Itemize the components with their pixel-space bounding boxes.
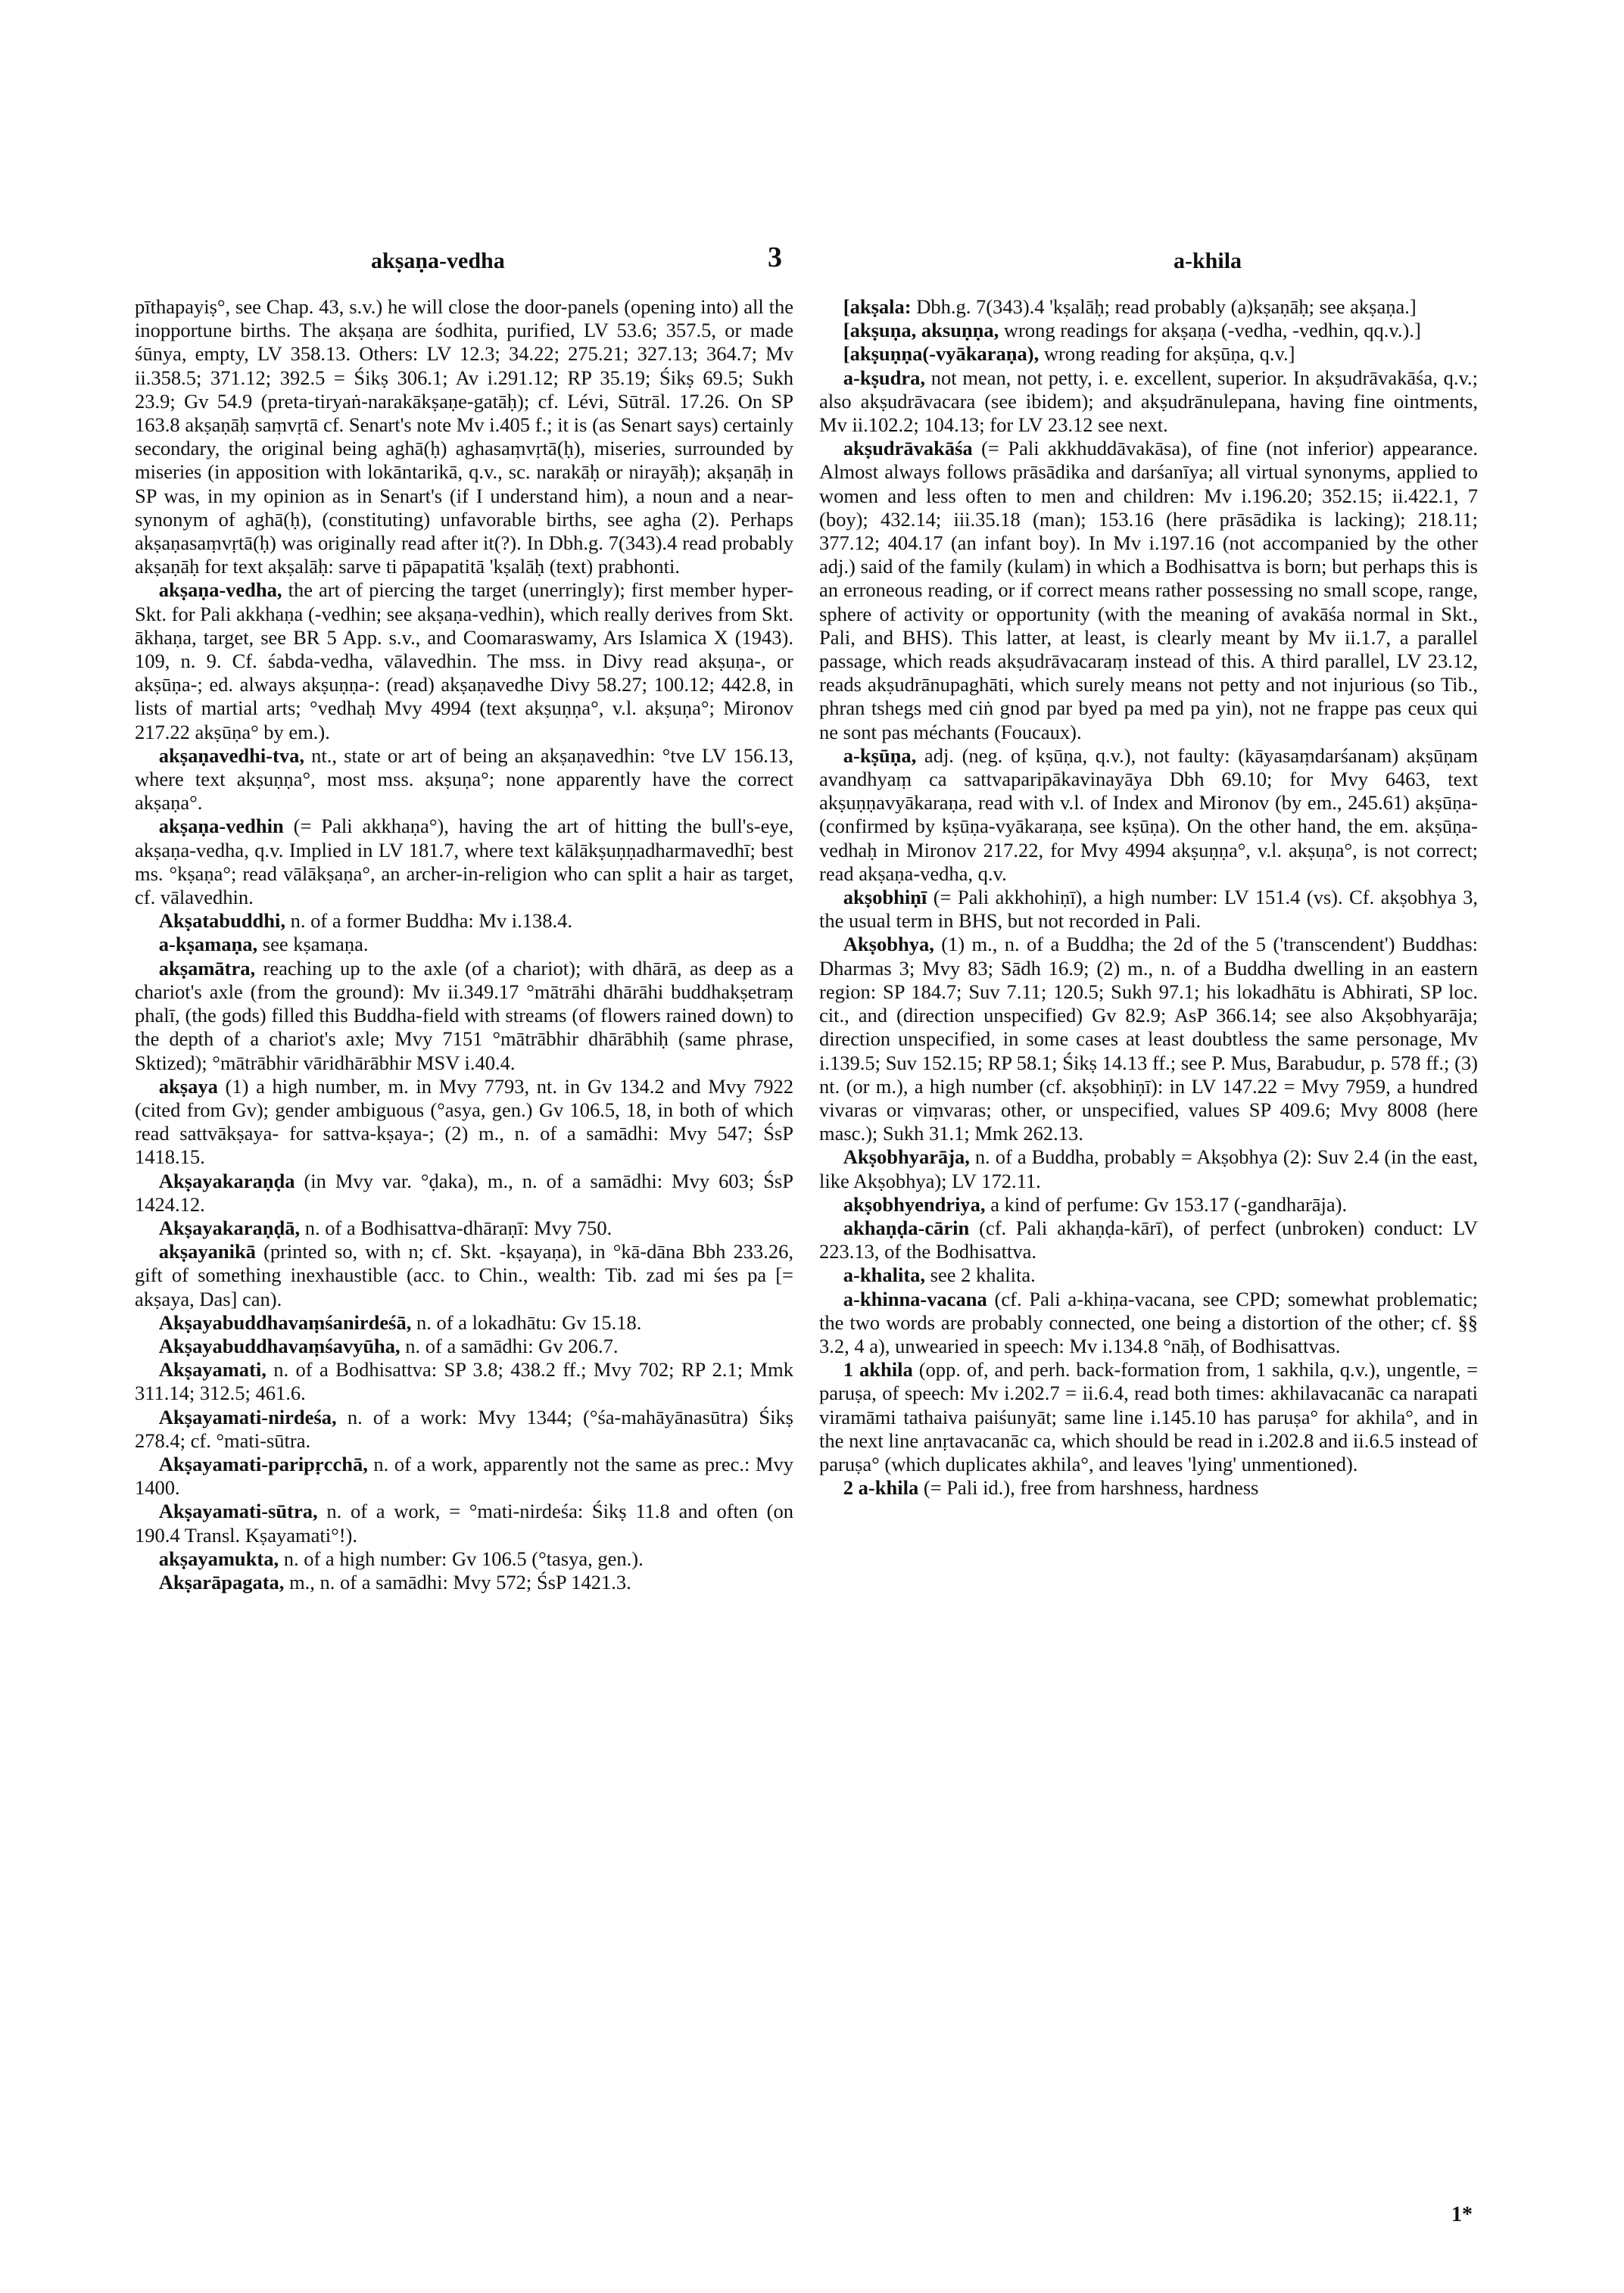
entry-text: (= Pali akkhaṇa°), having the art of hitting the bull's-eye, akṣaṇa-vedha, q.v. Implied in LV 181.7, where text kālākṣuṇṇadharmavedhī; best ms. °kṣaṇa°; read vālākṣaṇa°, an archer-in-religion who can split a hair as target, cf. vālavedhin.: [135, 815, 793, 909]
entry-text: (cf. Pali a-khiṇa-vacana, see CPD; somewhat problematic; the two words are probably connected, one being a distortion of the other; cf. §§ 3.2, 4 a), unwearied in speech: Mv i.134.8 °nāḥ, of Bodhisattvas.: [819, 1287, 1478, 1357]
entry-text: nt., state or art of being an akṣaṇavedhin: °tve LV 156.13, where text akṣuṇṇa°, most mss. akṣuṇa°; none apparently have the correct akṣaṇa°.: [135, 743, 793, 815]
entry-text: (printed so, with n; cf. Skt. -kṣayaṇa), in °kā-dāna Bbh 233.26, gift of something inexhaustible (acc. to Chin., wealth: Tib. zad mi śes pa [= akṣaya, Das] can).: [135, 1240, 793, 1310]
dictionary-entry: [819, 744, 1478, 886]
dictionary-entry: [135, 933, 793, 956]
dictionary-entry: [819, 437, 1478, 744]
signature-mark: 1*: [1451, 2203, 1473, 2226]
header-left-guideword: akṣaṇa-vedha: [371, 248, 505, 273]
entry-headword: Akṣayamati-paripṛcchā,: [158, 1452, 368, 1475]
dictionary-entry: [135, 295, 793, 578]
entry-headword: akṣayamukta,: [158, 1547, 279, 1570]
dictionary-entry: [819, 295, 1478, 319]
dictionary-entry: [819, 1476, 1478, 1500]
entry-headword: a-kṣūṇa,: [843, 743, 917, 767]
entry-headword: a-kṣamaṇa,: [158, 933, 258, 956]
entry-headword: Akṣobhyarāja,: [843, 1145, 970, 1169]
entry-text: n. of a samādhi: Gv 206.7.: [400, 1334, 619, 1357]
dictionary-entry: [135, 1311, 793, 1335]
entry-headword: a-kṣudra,: [843, 366, 926, 389]
entry-text: n. of a work, apparently not the same as prec.: Mvy 1400.: [135, 1452, 793, 1500]
dictionary-entry: [135, 578, 793, 743]
entry-headword: 2 a-khila: [843, 1476, 919, 1500]
entry-text: n. of a work, = °mati-nirdeśa: Śikṣ 11.8 and often (on 190.4 Transl. Kṣayamati°!).: [135, 1500, 793, 1547]
entry-text: m., n. of a samādhi: Mvy 572; ŚsP 1421.3.: [284, 1570, 631, 1594]
entry-text: n. of a high number: Gv 106.5 (°tasya, gen.).: [279, 1547, 644, 1570]
entry-headword: akṣobhyendriya,: [843, 1192, 986, 1216]
header-right-guideword: a-khila: [1174, 248, 1242, 273]
entry-text: wrong readings for akṣaṇa (-vedha, -vedhin, qq.v.).]: [999, 319, 1421, 342]
dictionary-entry: [135, 1335, 793, 1358]
entry-headword: Akṣarāpagata,: [158, 1570, 285, 1594]
dictionary-entry: [135, 1217, 793, 1240]
entry-headword: Akṣayabuddhavaṃśavyūha,: [158, 1334, 401, 1357]
dictionary-entry: [135, 1240, 793, 1311]
entry-text: not mean, not petty, i. e. excellent, superior. In akṣudrāvakāśa, q.v.; also akṣudrāvacara (see ibidem); and akṣudrānulepana, having fine ointments, Mv ii.102.2; 104.13; for LV 23.12 see next.: [819, 366, 1478, 437]
entry-text: (1) a high number, m. in Mvy 7793, nt. in Gv 134.2 and Mvy 7922 (cited from Gv); gender ambiguous (°asya, gen.) Gv 106.5, 18, in both of which read sattvākṣaya- for sattva-kṣaya-; (2) m., n. of a samādhi: Mvy 547; ŚsP 1418.15.: [135, 1074, 793, 1169]
entry-headword: Akṣayamati-nirdeśa,: [158, 1405, 337, 1428]
dictionary-entry: [135, 1571, 793, 1594]
entry-headword: [akṣala:: [843, 295, 912, 318]
entry-headword: akṣaṇa-vedhin: [158, 815, 284, 838]
dictionary-entry: [819, 1193, 1478, 1217]
entry-headword: a-khalita,: [843, 1263, 926, 1287]
entry-headword: akṣobhiṇī: [843, 886, 927, 909]
dictionary-entry: [819, 1288, 1478, 1359]
entry-text: the art of piercing the target (unerringly); first member hyper-Skt. for Pali akkhaṇa (-vedhin; see akṣaṇa-vedhin), which really derives from Skt. ākhaṇa, target, see BR 5 App. s.v., and Coomaraswamy, Ars Islamica X (1943). 109, n. 9. Cf. śabda-vedha, vālavedhin. The mss. in Divy read akṣuṇa-, or akṣūṇa-; ed. always akṣuṇṇa-: (read) akṣaṇavedhe Divy 58.27; 100.12; 442.8, in lists of martial arts; °vedhaḥ Mvy 4994 (text akṣuṇṇa°, v.l. akṣuṇa°; Mironov 217.22 akṣūṇa° by em.).: [135, 578, 793, 743]
entry-headword: Akṣayamati,: [158, 1358, 267, 1382]
entry-headword: akhaṇḍa-cārin: [843, 1216, 970, 1239]
left-column: [135, 295, 793, 1594]
dictionary-entry: [819, 886, 1478, 933]
entry-headword: a-khinna-vacana: [843, 1287, 987, 1310]
dictionary-entry: [819, 933, 1478, 1145]
entry-headword: akṣaṇa-vedha,: [158, 578, 282, 602]
entry-headword: 1 akhila: [843, 1358, 913, 1382]
entry-headword: Akṣayabuddhavaṃśanirdeśā,: [158, 1310, 412, 1334]
entry-text: (= Pali id.), free from harshness, hardness: [918, 1476, 1259, 1500]
dictionary-entry: [819, 319, 1478, 342]
page-number: 3: [768, 241, 782, 273]
dictionary-entry: [135, 744, 793, 815]
entry-text: see 2 khalita.: [925, 1263, 1036, 1287]
dictionary-entry: [819, 342, 1478, 366]
dictionary-entry: [819, 1217, 1478, 1263]
entry-text: (1) m., n. of a Buddha; the 2d of the 5 ('transcendent') Buddhas: Dharmas 3; Mvy 83; Sādh 16.9; (2) m., n. of a Buddha dwelling in an eastern region: SP 184.7; Suv 7.11; 120.5; Sukh 97.1; his lokadhātu is Abhirati, SP loc. cit., and (direction unspecified) Gv 82.9; AsP 366.14; see also Akṣobhyarāja; direction unspecified, in some cases at least doubtless the same personage, Mv i.139.5; Suv 152.15; RP 58.1; Śikṣ 14.13 ff.; see P. Mus, Barabudur, p. 578 ff.; (3) nt. (or m.), a high number (cf. akṣobhiṇī): in LV 147.22 = Mvy 7959, a hundred vivaras or viṃvaras; other, or unspecified, values SP 409.6; Mvy 8008 (here masc.); Sukh 31.1; Mmk 262.13.: [819, 933, 1478, 1145]
entry-headword: akṣamātra,: [158, 956, 256, 980]
entry-headword: akṣudrāvakāśa: [843, 437, 973, 460]
dictionary-entry: [135, 815, 793, 909]
entry-text: reaching up to the axle (of a chariot); with dhārā, as deep as a chariot's axle (from the ground): Mv ii.349.17 °mātrāhi dhārāhi buddhakṣetraṃ phalī, (the gods) filled this Buddha-field with streams (of flowers rained down) to the depth of a chariot's axle; Mvy 7151 °mātrābhir dhārābhiḥ (same phrase, Sktized); °mātrābhir vāridhārābhir MSV i.40.4.: [135, 956, 793, 1074]
dictionary-entry: [135, 1170, 793, 1217]
entry-text: n. of a Buddha, probably = Akṣobhya (2): Suv 2.4 (in the east, like Akṣobhya); LV 172.11.: [819, 1145, 1478, 1192]
dictionary-entry: [135, 909, 793, 933]
entry-text: adj. (neg. of kṣūṇa, q.v.), not faulty: (kāyasaṃdarśanam) akṣūṇam avandhyaṃ ca sattvaparipākavinayāya Dbh 69.10; for Mvy 6463, text akṣuṇṇavyākaraṇa, read with v.l. of Index and Mironov (by em., 245.61) akṣūṇa- (confirmed by kṣūṇa-vyākaraṇa, see kṣūṇa). On the other hand, the em. akṣūṇa-vedhaḥ in Mironov 217.22, for Mvy 4994 akṣuṇṇa°, v.l. akṣuṇa°, is not correct; read akṣaṇa-vedha, q.v.: [819, 743, 1478, 885]
dictionary-entry: [819, 1358, 1478, 1476]
entry-headword: akṣaṇavedhi-tva,: [158, 743, 304, 767]
entry-text: n. of a Bodhisattva-dhāraṇī: Mvy 750.: [300, 1216, 613, 1239]
entry-headword: Akṣatabuddhi,: [158, 909, 285, 933]
entry-headword: Akṣayamati-sūtra,: [158, 1500, 318, 1523]
entry-headword: Akṣobhya,: [843, 933, 934, 956]
entry-text: n. of a work: Mvy 1344; (°śa-mahāyānasūtra) Śikṣ 278.4; cf. °mati-sūtra.: [135, 1405, 793, 1452]
entry-text: (= Pali akkhohiṇī), a high number: LV 151.4 (vs). Cf. akṣobhya 3, the usual term in BHS, but not recorded in Pali.: [819, 886, 1478, 933]
entry-text: (cf. Pali akhaṇḍa-kārī), of perfect (unbroken) conduct: LV 223.13, of the Bodhisattva.: [819, 1216, 1478, 1263]
dictionary-entry: [135, 1075, 793, 1170]
entry-text: wrong reading for akṣūṇa, q.v.]: [1039, 342, 1295, 366]
dictionary-entry: [819, 1145, 1478, 1192]
entry-headword: Akṣayakaraṇḍa: [158, 1169, 295, 1192]
dictionary-entry: [135, 1406, 793, 1453]
entry-headword: [akṣuṇṇa(-vyākaraṇa),: [843, 342, 1040, 366]
entry-text: a kind of perfume: Gv 153.17 (-gandharāja).: [985, 1192, 1348, 1216]
entry-headword: akṣayanikā: [158, 1240, 256, 1263]
entry-text: n. of a former Buddha: Mv i.138.4.: [285, 909, 573, 933]
entry-text: (opp. of, and perh. back-formation from, 1 sakhila, q.v.), ungentle, = paruṣa, of speech: Mv i.202.7 = ii.6.4, read both times: akhilavacanāc ca narapati viramāmi tathaiva paiśunyāt; same line i.145.10 has paruṣa° for akhila°, and in the next line anṛtavacanāc ca, which should be read in i.202.8 and ii.6.5 instead of paruṣa° (which duplicates akhila°, and leaves 'lying' unmentioned).: [819, 1358, 1479, 1475]
right-column: [819, 295, 1478, 1500]
page-header: [136, 241, 1499, 279]
entry-text: pīthapayiṣ°, see Chap. 43, s.v.) he will close the door-panels (opening into) all the inopportune births. The akṣaṇa are śodhita, purified, LV 53.6; 357.5, or made śūnya, empty, LV 358.13. Others: LV 12.3; 34.22; 275.21; 327.13; 364.7; Mv ii.358.5; 371.12; 392.5 = Śikṣ 306.1; Av i.291.12; RP 35.19; Śikṣ 69.5; Sukh 23.9; Gv 54.9 (preta-tiryaṅ-narakākṣaṇe-gatāḥ); cf. Lévi, Sūtrāl. 17.26. On SP 163.8 akṣaṇāḥ saṃvṛtā cf. Senart's note Mv i.405 f.; it is (as Senart says) certainly secondary, the original being aghā(ḥ) aghasaṃvṛtā(ḥ), miseries, surrounded by miseries (in apposition with lokāntarikā, q.v., sc. narakāḥ or nirayāḥ); akṣaṇāḥ in SP was, in my opinion as in Senart's (if I understand him), a noun and a near-synonym of aghā(ḥ), (constituting) unfavorable births, see agha (2). Perhaps akṣaṇasaṃvṛtā(ḥ) was originally read after it(?). In Dbh.g. 7(343).4 read probably akṣaṇāḥ for text akṣalāḥ: sarve ti pāpapatitā 'kṣalāḥ (text) prabhonti.: [135, 295, 793, 578]
entry-text: n. of a Bodhisattva: SP 3.8; 438.2 ff.; Mvy 702; RP 2.1; Mmk 311.14; 312.5; 461.6.: [135, 1358, 793, 1405]
entry-text: (= Pali akkhuddāvakāsa), of fine (not inferior) appearance. Almost always follows prāsādika and darśanīya; all virtual synonyms, applied to women and less often to men and children: Mv i.196.20; 352.15; ii.422.1, 7 (boy); 432.14; iii.35.18 (man); 153.16 (here prāsādika is lacking); 218.11; 377.12; 404.17 (an infant boy). In Mv i.197.16 (not accompanied by the other adj.) said of the family (kulam) in which a Bodhisattva is born; but perhaps this is an erroneous reading, or if correct means rather possessing no small scope, range, sphere of activity or opportunity (with the meaning of avakāśa normal in Skt., Pali, and BHS). This latter, at least, is clearly meant by Mv ii.1.7, a parallel passage, which reads akṣudrāvacaraṃ instead of this. A third parallel, LV 23.12, reads akṣudrānupaghāti, which surely means not petty and not injurious (so Tib., phran tshegs med ciṅ gnod par byed pa med pa yin), not ne frappe pas ceux qui ne sont pas méchants (Foucaux).: [819, 437, 1478, 743]
entry-headword: [akṣuṇa, aksuṇṇa,: [843, 319, 999, 342]
entry-text: n. of a lokadhātu: Gv 15.18.: [411, 1310, 642, 1334]
entry-headword: Akṣayakaraṇḍā,: [158, 1216, 301, 1239]
dictionary-entry: [135, 1453, 793, 1500]
entry-text: see kṣamaṇa.: [257, 933, 369, 956]
dictionary-entry: [135, 1500, 793, 1547]
entry-text: Dbh.g. 7(343).4 'kṣalāḥ; read probably (a)kṣaṇāḥ; see akṣaṇa.]: [911, 295, 1417, 318]
dictionary-entry: [819, 1263, 1478, 1287]
entry-headword: akṣaya: [158, 1074, 218, 1098]
dictionary-entry: [135, 1547, 793, 1571]
dictionary-entry: [819, 366, 1478, 438]
dictionary-entry: [135, 957, 793, 1075]
entry-text: (in Mvy var. °ḍaka), m., n. of a samādhi: Mvy 603; ŚsP 1424.12.: [135, 1169, 793, 1216]
dictionary-entry: [135, 1358, 793, 1405]
